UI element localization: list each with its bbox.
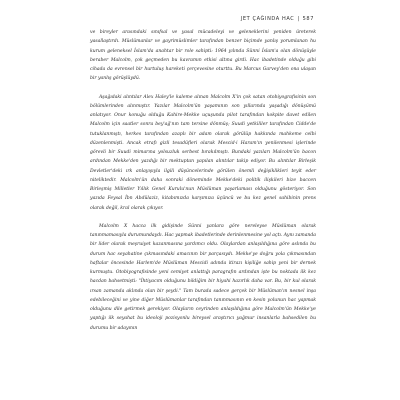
paragraph-excerpt-note: Aşağıdaki alıntılar Alex Haley'le kaleme alınan Malcolm X'in çok satan otobiyografisinin son bölümlerinden alınmıştır. Yazılar Malcolm'ün yaşamının son yıllarında yaşadığı dönüşümü anlatıyor. Onur konuğu olduğu Kahire-Mekke uçuşunda pilot tarafından kokpite davet edilen Malcolm için saatler sonra bey'ağ'nın tam tersine dönmüş; Suudi yetkililer tarafından Cidde'de tutuklanmıştı, herkes tarafından azaplı bir adam olarak görülüp hakkında mahkeme celbi düzenlenmişti. Ancak etrafı gizli tesadüfleri olarak Mescid-i Haram'ın yenilenmesi işlerinde görevli bir Suudi mimarına yolsuzluk serbest bırakılmıştı. Bundaki yazıları Malcolm'ün bacon ardından Mekke'den yazdığı bir mektuptan yapılan alıntılar takip ediyor. Bu alıntılar Birleşik Devletler'deki ırk anlayışıyla ilgili düşüncelerinde görülen önemli değişiklikleri teyit eder niteliktedir. Malcolm'ün daha sonraki döneminde Mekke'deki politik ilişkileri bize baccen Birleşmiş Milletler Yıllık Genel Kurulu'nun Müslüman yaşarlaması olduğunu gösteriyor. Son yazıda Feysal İbn Abdülaziz, kitabımızda karşımıza üçüncü ve bu kez genel sahibinin prens olarak değil, kral olarak çıkıyor.	[90, 94, 316, 211]
page-number: 587	[302, 16, 314, 22]
body-text	[90, 28, 316, 333]
running-header	[241, 16, 314, 22]
chapter-title: JET ÇAĞINDA HAC	[240, 16, 295, 22]
paragraph-malcolm-hajj: Malcolm X hacca ilk gidişinde Sünni yanlara göre nereleyse Müslüman olarak tanınmamasıyla durumundaydı. Hac yapmak ibadetlerinde derinlenmesine yol açtı. Aynı zamanda bir lider olarak meşruiyet kazanmasına yardımcı oldu. Olaylardan anlaşıldığına göre aslında bu durum hac seyahatine çıkmasındaki amacının bir parçasıydı. Mekke'ye doğru yola çıkmasından haftalar öncesinde Harlem'de Müslüman Mescidi adında itirazı kişiliğe sahip yeni bir dernek kurmuştu. Otobiyografisinde yeni cemiyet anlattığı paragrafın ardından işte bu noktada ilk kez hacdan bahsetmişti: "İhtiyacım olduğunu bildiğim bir hiyahi hazırlık daha var. Bu, bir kul olarak ırsan zamanda aklında olan bir şeydi." Tam burada sadece gerçek bir Müslüman'ın nesnel inşa edebileceğini ve yine diğer Müslümanlar tarafından tanınmasının en kesin yolunun hac yapmak olduğunu dile getirmek gerekiyor. Olayların ceyrinden anlaşıldığına göre Malcolm'ün Mekke'ye yaptığı ilk seyahat bu ideoloji pozisyonlu bireysel araştırıcı yağmur insanlarla bahsedilen bu durumu bir adayının	[90, 223, 316, 331]
header-separator: |	[297, 16, 300, 22]
paragraph-intro: ve bireyler arasındaki sınıfsal ve yasal mücadeleyi ve geleneklerini yeniden üreterek yasallaştırdı. Müslümanlar ve gayrimüslimler tarafından benzer biçimde yanlış yorumlanan hu kurum geleneksel İslam'da anahtar bir role sahipti: 1964 yılında Sünni İslam'a olan dönüşüyle beraber Malcolm, çok geçmeden bu kavramın etkisi altına girdi. Hac ibadetinde olduğu gibi cihada da evrensel bir hurtuluş hareketi çerçevesine oturttu. Bu Marcus Garvey'den ona ulaşan bir yanlış görüşlüydü.	[90, 30, 316, 82]
